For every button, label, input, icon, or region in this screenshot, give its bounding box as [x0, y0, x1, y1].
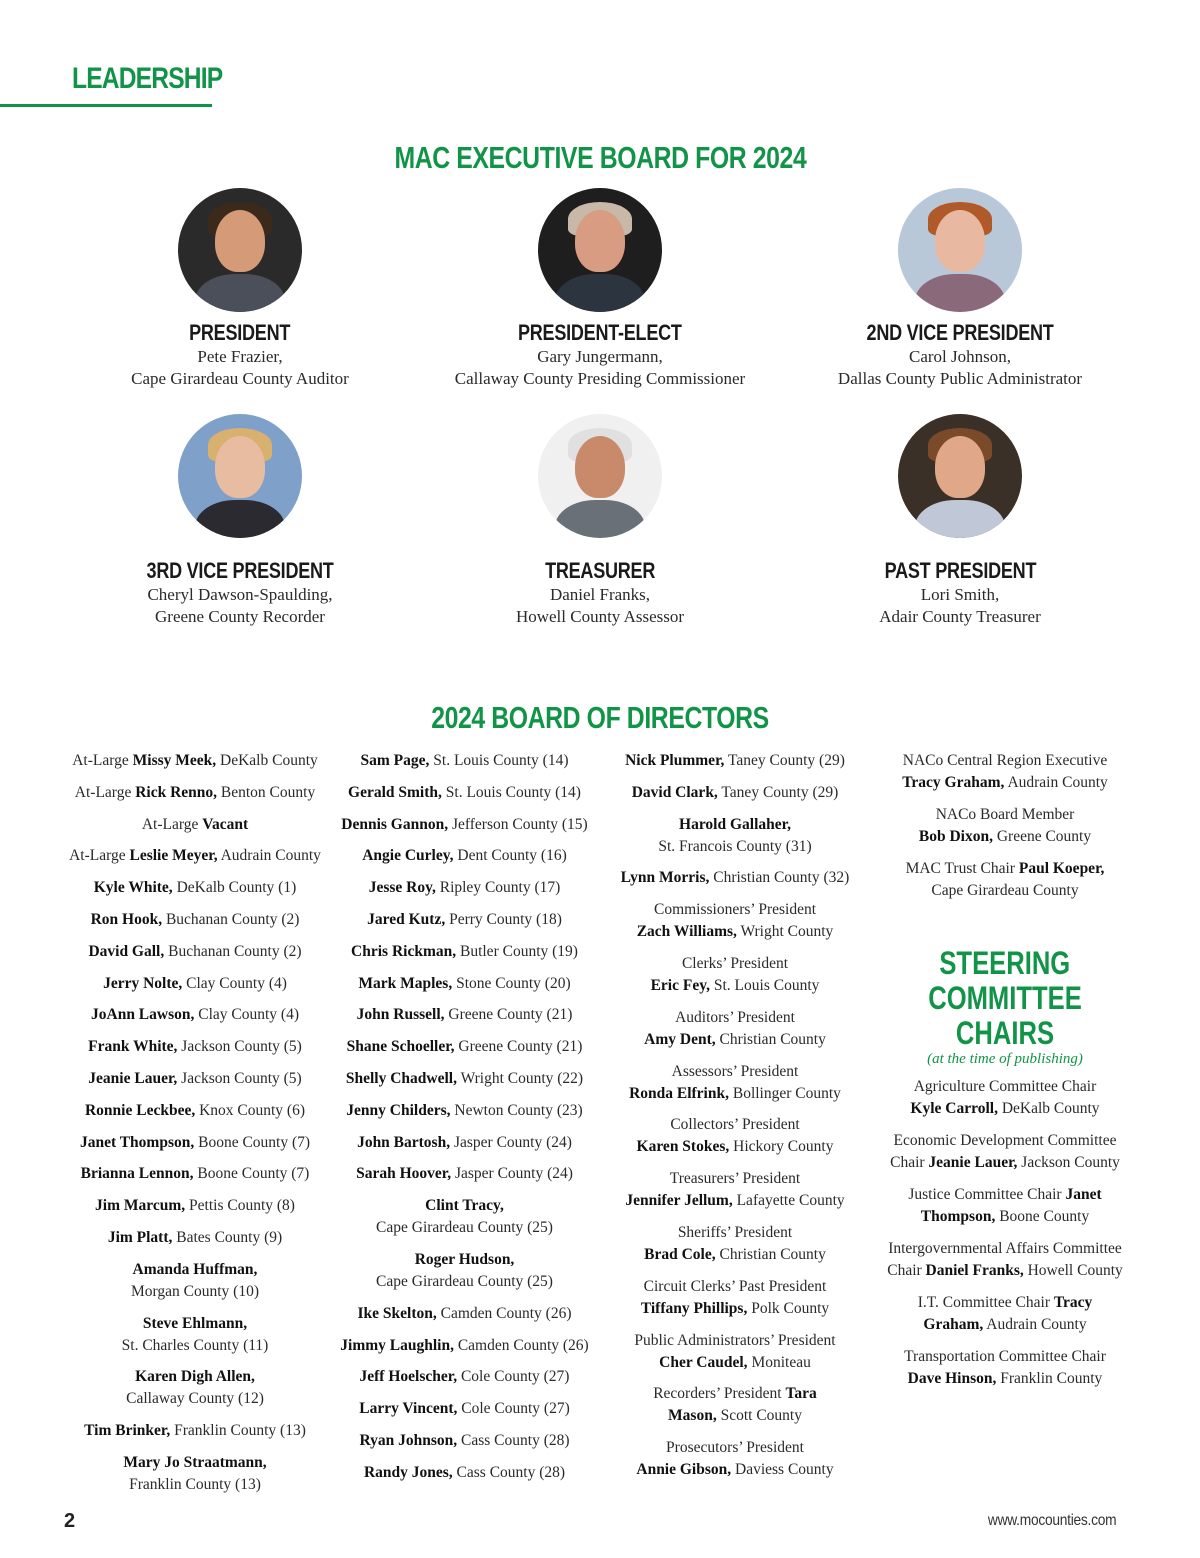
director-entry: [60, 1420, 330, 1442]
person-name: Janet Thompson,: [79, 1133, 195, 1151]
person-name: Mark Maples,: [358, 974, 453, 992]
director-entry: [332, 750, 597, 772]
person-name: Amanda Huffman,: [132, 1260, 258, 1278]
entry-text: Newton County (23): [454, 1101, 583, 1119]
director-entry: [60, 1227, 330, 1249]
person-name: Harold Gallaher,: [679, 815, 791, 833]
director-entry: [604, 750, 866, 772]
director-entry: [332, 1132, 597, 1154]
officer-photo: [538, 188, 662, 312]
entry-text: DeKalb County (1): [176, 879, 297, 897]
steering-entry: [880, 1346, 1130, 1390]
steering-subtitle: (at the time of publishing): [927, 1051, 1083, 1067]
director-entry: [604, 1007, 866, 1051]
entry-text: Franklin County (13): [129, 1475, 261, 1493]
director-entry: [332, 782, 597, 804]
person-name: Daniel Franks,: [925, 1262, 1024, 1279]
director-entry: [60, 1195, 330, 1217]
entry-text: St. Francois County (31): [658, 837, 812, 855]
person-name: Jeanie Lauer,: [88, 1069, 178, 1087]
entry-text: Audrain County: [1007, 774, 1108, 791]
entry-text: Cass County (28): [456, 1463, 566, 1481]
shirt-shape: [915, 500, 1005, 538]
person-name: Tim Brinker,: [84, 1422, 171, 1440]
person-name: Shane Schoeller,: [346, 1038, 455, 1056]
person-name: Jeff Hoelscher,: [359, 1368, 458, 1386]
entry-text: At-Large: [69, 847, 126, 865]
officer-card: [780, 188, 1140, 390]
entry-text: Cole County (27): [461, 1400, 570, 1418]
steering-entry: [880, 1076, 1130, 1120]
officer-title: Howell County Assessor: [515, 607, 685, 626]
entry-text: Wright County: [740, 923, 834, 941]
person-name: Vacant: [202, 815, 249, 833]
entry-text: Camden County (26): [457, 1336, 589, 1354]
entry-text: Benton County: [220, 783, 316, 801]
director-entry: [332, 1036, 597, 1058]
entry-text: Commissioners’ President: [653, 901, 817, 919]
entry-text: Hickory County: [733, 1138, 834, 1156]
director-entry: [604, 1168, 866, 1212]
person-name: Graham,: [923, 1316, 984, 1333]
officer-title: Greene County Recorder: [155, 607, 325, 626]
director-entry: [332, 1335, 597, 1357]
website-url[interactable]: www.mocounties.com: [987, 1512, 1116, 1529]
entry-text: Polk County: [751, 1299, 830, 1317]
entry-text: Transportation Committee Chair: [904, 1348, 1106, 1365]
entry-text: Jackson County (5): [181, 1069, 302, 1087]
officer-photo: [538, 414, 662, 538]
entry-text: Jefferson County (15): [451, 815, 588, 833]
face-shape: [215, 210, 265, 272]
shirt-shape: [915, 274, 1005, 312]
person-name: Mason,: [668, 1407, 717, 1425]
entry-text: Greene County (21): [448, 1006, 573, 1024]
person-name: Ike Skelton,: [357, 1304, 437, 1322]
officer-role: [420, 320, 780, 346]
person-name: Jennifer Jellum,: [625, 1192, 733, 1210]
entry-text: DeKalb County: [1001, 1100, 1100, 1117]
director-entry: [332, 1303, 597, 1325]
entry-text: St. Louis County (14): [445, 783, 581, 801]
officer-photo: [898, 188, 1022, 312]
entry-text: Bollinger County: [732, 1084, 841, 1102]
person-name: Ron Hook,: [90, 910, 163, 928]
person-name: Mary Jo Straatmann,: [123, 1453, 267, 1471]
entry-text: Butler County (19): [459, 942, 578, 960]
person-name: Gerald Smith,: [348, 783, 442, 801]
director-entry: [604, 782, 866, 804]
director-entry: [604, 899, 866, 943]
entry-text: Recorders’ President: [653, 1385, 782, 1403]
entry-text: Jackson County: [1021, 1154, 1120, 1171]
face-shape: [935, 210, 985, 272]
steering-heading: STEERING COMMITTEE CHAIRS: [928, 945, 1082, 1051]
officer-title: Dallas County Public Administrator: [837, 369, 1083, 388]
director-entry: [332, 814, 597, 836]
person-name: Clint Tracy,: [425, 1197, 504, 1215]
page-number: 2: [64, 1510, 76, 1532]
entry-text: NACo Central Region Executive: [902, 752, 1108, 769]
director-entry: [60, 1259, 330, 1303]
person-name: Roger Hudson,: [414, 1250, 515, 1268]
entry-text: Bates County (9): [176, 1228, 283, 1246]
director-entry: [604, 1383, 866, 1427]
person-name: Bob Dixon,: [918, 828, 993, 845]
entry-text: Assessors’ President: [671, 1062, 799, 1080]
officer-role-text: PRESIDENT: [189, 320, 291, 345]
director-entry: [60, 1004, 330, 1026]
face-shape: [215, 436, 265, 498]
shirt-shape: [555, 500, 645, 538]
entry-text: Agriculture Committee Chair: [913, 1078, 1097, 1095]
person-name: Brianna Lennon,: [80, 1165, 194, 1183]
entry-text: At-Large: [74, 783, 132, 801]
entry-text: Auditors’ President: [675, 1008, 795, 1026]
person-name: Rick Renno,: [135, 783, 218, 801]
steering-entry: [880, 1292, 1130, 1336]
steering-entry: [880, 1238, 1130, 1282]
entry-text: Pettis County (8): [189, 1197, 295, 1215]
director-entry: [604, 1330, 866, 1374]
person-name: Karen Digh Allen,: [135, 1368, 255, 1386]
person-name: Paul Koeper,: [1018, 860, 1105, 877]
director-entry: [60, 750, 330, 772]
director-entry: [332, 1068, 597, 1090]
entry-text: Taney County (29): [728, 752, 845, 769]
person-name: Jerry Nolte,: [103, 974, 183, 992]
person-name: Kyle Carroll,: [910, 1100, 998, 1117]
entry-text: Knox County (6): [199, 1101, 305, 1119]
director-entry: [604, 1222, 866, 1266]
person-name: Jim Marcum,: [95, 1197, 186, 1215]
director-entry: [60, 909, 330, 931]
entry-text: Scott County: [720, 1407, 802, 1425]
entry-text: Callaway County (12): [126, 1390, 264, 1408]
officer-card: [420, 414, 780, 628]
directors-column-1: [60, 750, 330, 1506]
directors-column-2: [332, 750, 597, 1494]
person-name: Dave Hinson,: [907, 1370, 997, 1387]
officer-name: Carol Johnson,: [909, 347, 1011, 366]
director-entry: [604, 953, 866, 997]
director-entry: [604, 1061, 866, 1105]
entry-text: Howell County: [1027, 1262, 1123, 1279]
officer-title: Adair County Treasurer: [879, 607, 1041, 626]
person-name: David Clark,: [631, 783, 718, 801]
person-name: Annie Gibson,: [636, 1461, 732, 1479]
directors-column-4: [880, 750, 1130, 1400]
entry-text: Greene County (21): [458, 1038, 583, 1056]
person-name: Tara: [785, 1385, 817, 1403]
officer-title: Callaway County Presiding Commissioner: [454, 369, 746, 388]
director-entry: [60, 1313, 330, 1357]
director-entry: [604, 867, 866, 889]
entry-text: Clay County (4): [186, 974, 287, 992]
person-name: Dennis Gannon,: [341, 815, 449, 833]
entry-text: Justice Committee Chair: [908, 1186, 1062, 1203]
entry-text: Audrain County: [220, 847, 321, 865]
director-entry: [332, 1249, 597, 1293]
person-name: Zach Williams,: [636, 923, 737, 941]
entry-text: Wright County (22): [460, 1069, 584, 1087]
entry-text: Daviess County: [735, 1461, 834, 1479]
entry-text: DeKalb County: [220, 752, 318, 769]
entry-text: Cape Girardeau County (25): [376, 1219, 553, 1237]
director-entry: [332, 1398, 597, 1420]
entry-text: Morgan County (10): [130, 1282, 259, 1300]
director-entry: [60, 845, 330, 867]
director-entry: [60, 782, 330, 804]
officer-card: [420, 188, 780, 390]
entry-text: St. Louis County: [713, 976, 820, 994]
entry-text: Collectors’ President: [670, 1116, 800, 1134]
steering-entry: [880, 1130, 1130, 1174]
director-entry: [332, 1430, 597, 1452]
directors-heading: 2024 BOARD OF DIRECTORS: [431, 700, 769, 735]
entry-text: Franklin County: [1000, 1370, 1103, 1387]
officer-photo: [178, 414, 302, 538]
entry-text: Buchanan County (2): [165, 910, 300, 928]
entry-text: Dent County (16): [457, 847, 567, 865]
entry-text: Christian County: [719, 1030, 826, 1048]
steering-entry: [880, 1184, 1130, 1228]
director-entry: [60, 1163, 330, 1185]
director-entry: [60, 1132, 330, 1154]
director-entry: [332, 1462, 597, 1484]
entry-text: Chair: [890, 1154, 925, 1171]
entry-text: Lafayette County: [736, 1192, 845, 1210]
entry-text: Cape Girardeau County: [931, 882, 1079, 899]
director-entry: [332, 1366, 597, 1388]
director-entry: [332, 1004, 597, 1026]
entry-text: Boone County (7): [197, 1165, 310, 1183]
director-entry: [604, 814, 866, 858]
entry-text: Prosecutors’ President: [666, 1439, 804, 1457]
person-name: Missy Meek,: [132, 752, 217, 769]
person-name: Jimmy Laughlin,: [340, 1336, 454, 1354]
director-entry: [332, 941, 597, 963]
directors-column-3: [604, 750, 866, 1491]
entry-text: Public Administrators’ President: [634, 1331, 836, 1349]
officer-card: [60, 414, 420, 628]
person-name: John Russell,: [356, 1006, 445, 1024]
entry-text: Circuit Clerks’ Past President: [643, 1277, 827, 1295]
person-name: Jim Platt,: [107, 1228, 173, 1246]
director-entry: [604, 1276, 866, 1320]
director-entry: [60, 1100, 330, 1122]
entry-text: St. Louis County (14): [433, 752, 569, 769]
person-name: Steve Ehlmann,: [142, 1314, 248, 1332]
shirt-shape: [195, 274, 285, 312]
director-entry: [880, 750, 1130, 794]
section-rule: [0, 104, 212, 107]
entry-text: Ripley County (17): [439, 879, 561, 897]
director-entry: [332, 1195, 597, 1239]
officer-title: Cape Girardeau County Auditor: [131, 369, 349, 388]
director-entry: [332, 909, 597, 931]
officer-role-text: PRESIDENT-ELECT: [518, 320, 682, 345]
entry-text: Perry County (18): [449, 910, 562, 928]
person-name: Karen Stokes,: [636, 1138, 730, 1156]
entry-text: Clerks’ President: [681, 954, 789, 972]
entry-text: At-Large: [72, 752, 129, 769]
person-name: Angie Curley,: [362, 847, 454, 865]
person-name: Eric Fey,: [650, 976, 710, 994]
director-entry: [60, 1452, 330, 1496]
entry-text: Boone County (7): [198, 1133, 311, 1151]
officer-role: [780, 320, 1140, 346]
officer-name: Lori Smith,: [920, 585, 1000, 604]
face-shape: [935, 436, 985, 498]
person-name: Tracy Graham,: [902, 774, 1005, 791]
person-name: Lynn Morris,: [620, 869, 710, 887]
entry-text: Stone County (20): [456, 974, 571, 992]
entry-text: Taney County (29): [721, 783, 839, 801]
director-entry: [332, 877, 597, 899]
shirt-shape: [195, 500, 285, 538]
director-entry: [332, 1100, 597, 1122]
person-name: Amy Dent,: [644, 1030, 716, 1048]
entry-text: NACo Board Member: [935, 806, 1075, 823]
officer-card: [780, 414, 1140, 628]
entry-text: Franklin County (13): [174, 1422, 306, 1440]
officer-role: [60, 320, 420, 346]
director-entry: [60, 1068, 330, 1090]
person-name: Sarah Hoover,: [356, 1165, 452, 1183]
person-name: Ronda Elfrink,: [629, 1084, 729, 1102]
director-entry: [332, 845, 597, 867]
person-name: Leslie Meyer,: [129, 847, 218, 865]
entry-text: Intergovernmental Affairs Committee: [888, 1240, 1122, 1257]
entry-text: Sheriffs’ President: [677, 1223, 793, 1241]
director-entry: [332, 1163, 597, 1185]
entry-text: Camden County (26): [440, 1304, 572, 1322]
entry-text: Cole County (27): [460, 1368, 570, 1386]
entry-text: Cape Girardeau County (25): [376, 1272, 553, 1290]
director-entry: [880, 858, 1130, 902]
person-name: Cher Caudel,: [659, 1353, 748, 1371]
entry-text: Cass County (28): [461, 1431, 570, 1449]
person-name: Ryan Johnson,: [359, 1431, 458, 1449]
entry-text: Jasper County (24): [454, 1165, 573, 1183]
entry-text: At-Large: [141, 815, 199, 833]
entry-text: Moniteau: [751, 1353, 811, 1371]
entry-text: Boone County: [999, 1208, 1090, 1225]
director-entry: [60, 941, 330, 963]
person-name: John Bartosh,: [357, 1133, 451, 1151]
officer-role-text: PAST PRESIDENT: [884, 558, 1036, 583]
person-name: JoAnn Lawson,: [91, 1006, 195, 1024]
entry-text: St. Charles County (11): [121, 1336, 269, 1354]
officer-name: Daniel Franks,: [549, 585, 651, 604]
person-name: Larry Vincent,: [359, 1400, 458, 1418]
entry-text: Audrain County: [986, 1316, 1087, 1333]
officer-role: [780, 558, 1140, 584]
section-tab-title: LEADERSHIP: [72, 62, 223, 95]
officer-role-text: TREASURER: [544, 558, 656, 583]
entry-text: Buchanan County (2): [168, 942, 302, 960]
entry-text: Treasurers’ President: [669, 1170, 801, 1188]
entry-text: Chair: [887, 1262, 922, 1279]
person-name: Shelly Chadwell,: [345, 1069, 457, 1087]
director-entry: [60, 877, 330, 899]
officer-role: [420, 558, 780, 584]
person-name: Jared Kutz,: [367, 910, 446, 928]
officer-role-text: 2ND VICE PRESIDENT: [866, 320, 1054, 345]
officer-role-text: 3RD VICE PRESIDENT: [146, 558, 334, 583]
person-name: Ronnie Leckbee,: [84, 1101, 196, 1119]
person-name: Nick Plummer,: [625, 752, 725, 769]
person-name: Brad Cole,: [644, 1245, 716, 1263]
entry-text: I.T. Committee Chair: [917, 1294, 1050, 1311]
entry-text: Clay County (4): [198, 1006, 299, 1024]
person-name: Frank White,: [88, 1038, 178, 1056]
entry-text: Christian County (32): [713, 869, 850, 887]
person-name: Tiffany Phillips,: [640, 1299, 748, 1317]
exec-board-heading: MAC EXECUTIVE BOARD FOR 2024: [394, 140, 806, 175]
director-entry: [604, 1437, 866, 1481]
director-entry: [60, 973, 330, 995]
person-name: Thompson,: [920, 1208, 996, 1225]
person-name: Tracy: [1053, 1294, 1093, 1311]
officer-role: [60, 558, 420, 584]
director-entry: [332, 973, 597, 995]
face-shape: [575, 210, 625, 272]
person-name: Jenny Childers,: [346, 1101, 451, 1119]
director-entry: [880, 804, 1130, 848]
officer-name: Cheryl Dawson-Spaulding,: [147, 585, 333, 604]
person-name: Kyle White,: [93, 879, 173, 897]
person-name: David Gall,: [88, 942, 165, 960]
shirt-shape: [555, 274, 645, 312]
face-shape: [575, 436, 625, 498]
person-name: Chris Rickman,: [351, 942, 457, 960]
officer-photo: [898, 414, 1022, 538]
entry-text: Economic Development Committee: [893, 1132, 1117, 1149]
person-name: Jesse Roy,: [368, 879, 436, 897]
officer-name: Gary Jungermann,: [537, 347, 663, 366]
officer-name: Pete Frazier,: [197, 347, 283, 366]
person-name: Janet: [1065, 1186, 1102, 1203]
entry-text: Jasper County (24): [453, 1133, 572, 1151]
entry-text: MAC Trust Chair: [905, 860, 1015, 877]
director-entry: [60, 1366, 330, 1410]
officer-photo: [178, 188, 302, 312]
entry-text: Jackson County (5): [181, 1038, 302, 1056]
entry-text: Christian County: [719, 1245, 826, 1263]
person-name: Sam Page,: [360, 752, 430, 769]
officer-card: [60, 188, 420, 390]
entry-text: Greene County: [996, 828, 1092, 845]
director-entry: [60, 814, 330, 836]
person-name: Randy Jones,: [363, 1463, 453, 1481]
director-entry: [60, 1036, 330, 1058]
director-entry: [604, 1114, 866, 1158]
person-name: Jeanie Lauer,: [928, 1154, 1018, 1171]
